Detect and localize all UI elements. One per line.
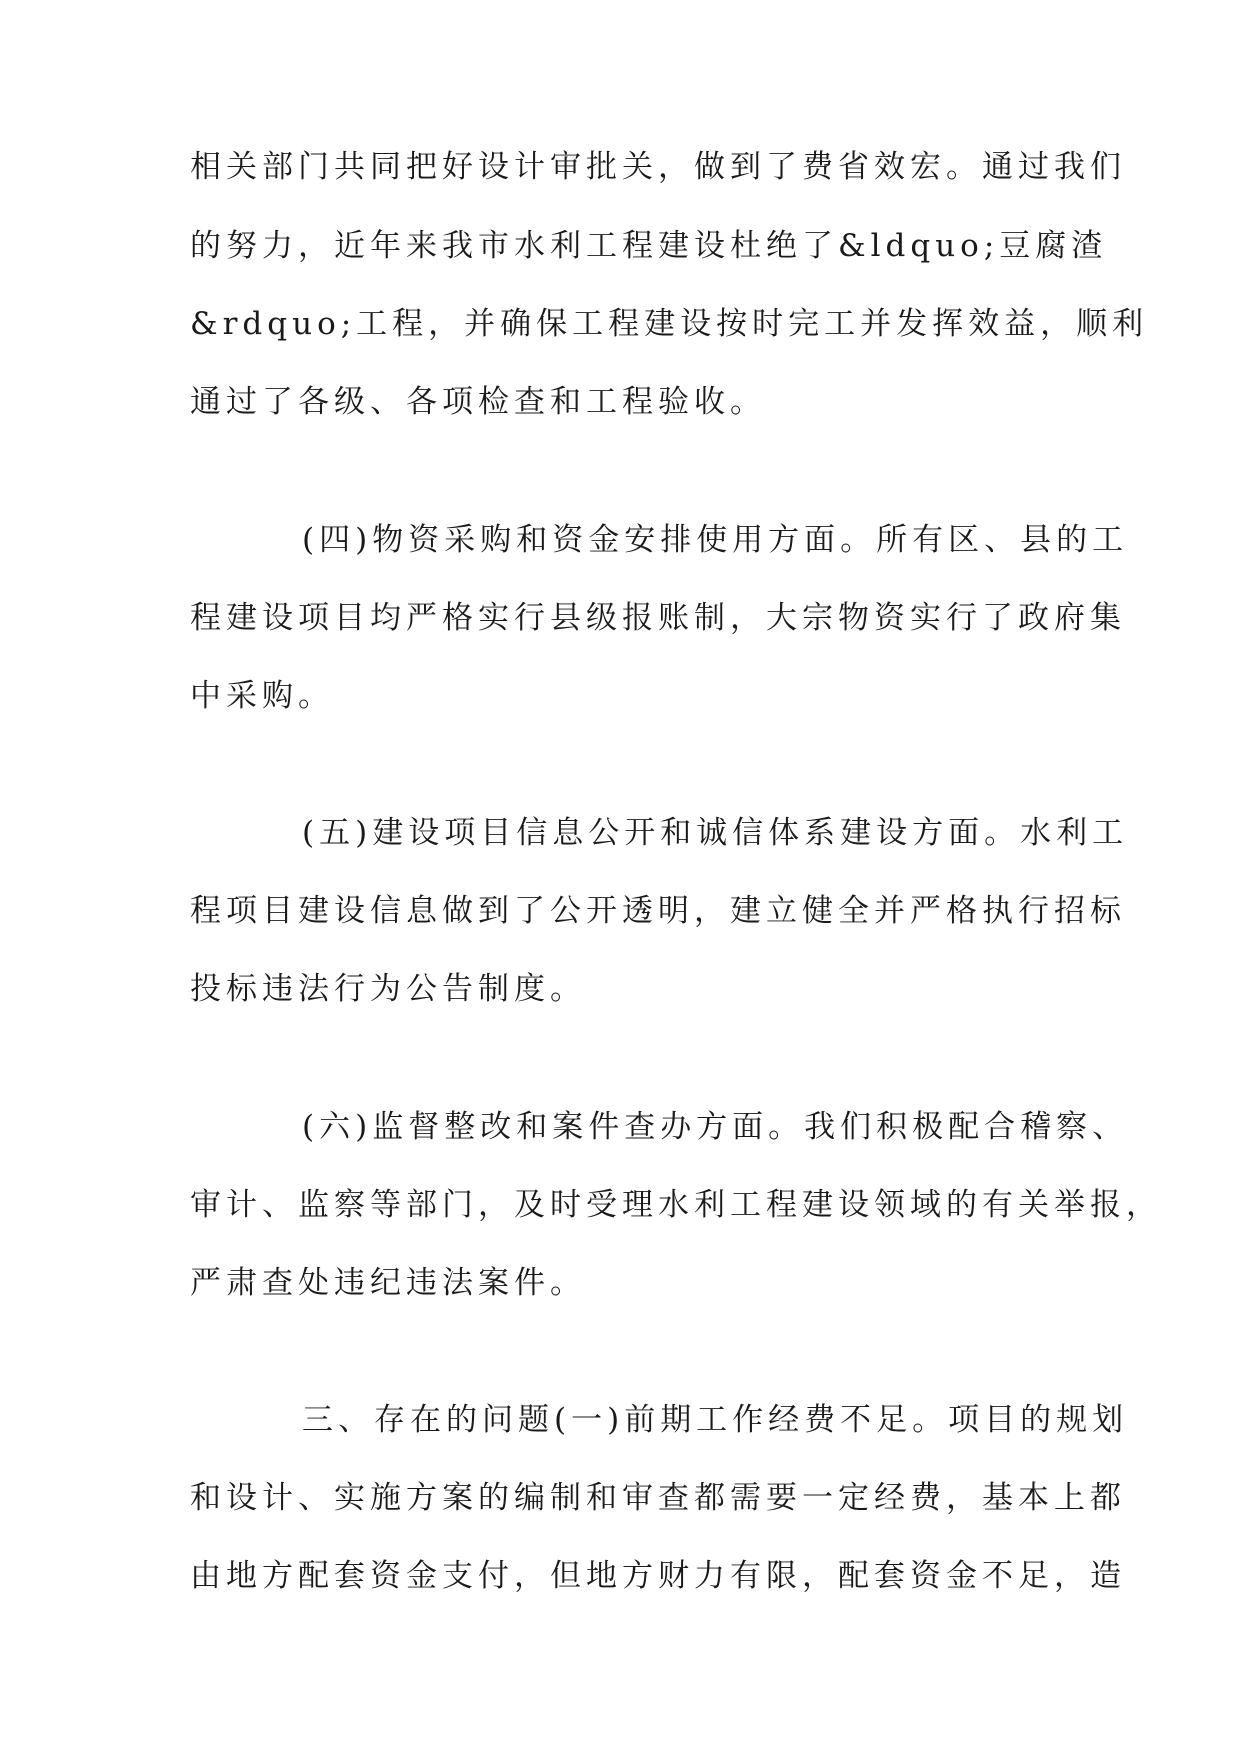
text-line: 投标违法行为公告制度。	[190, 971, 586, 1007]
text-line: 审计、监察等部门，及时受理水利工程建设领域的有关举报，	[190, 1187, 1162, 1223]
text-line: 严肃查处违纪违法案件。	[190, 1265, 586, 1301]
text-line: (四)物资采购和资金安排使用方面。所有区、县的工	[302, 522, 1129, 558]
text-line: 通过了各级、各项检查和工程验收。	[190, 384, 766, 420]
text-line: (六)监督整改和案件查办方面。我们积极配合稽察、	[302, 1109, 1129, 1145]
text-line: 中采购。	[190, 678, 334, 714]
text-line: 和设计、实施方案的编制和审查都需要一定经费，基本上都	[190, 1480, 1126, 1516]
text-line: 三、存在的问题(一)前期工作经费不足。项目的规划	[302, 1402, 1129, 1438]
text-line: 程项目建设信息做到了公开透明，建立健全并严格执行招标	[190, 893, 1126, 929]
text-line: 程建设项目均严格实行县级报账制，大宗物资实行了政府集	[190, 600, 1126, 636]
text-line: &rdquo;工程，并确保工程建设按时完工并发挥效益，顺利	[190, 306, 1149, 342]
text-line: 由地方配套资金支付，但地方财力有限，配套资金不足，造	[190, 1558, 1126, 1594]
text-line: (五)建设项目信息公开和诚信体系建设方面。水利工	[302, 815, 1129, 851]
text-line: 的努力，近年来我市水利工程建设杜绝了&ldquo;豆腐渣	[190, 228, 1108, 264]
text-line: 相关部门共同把好设计审批关，做到了费省效宏。通过我们	[190, 149, 1126, 185]
